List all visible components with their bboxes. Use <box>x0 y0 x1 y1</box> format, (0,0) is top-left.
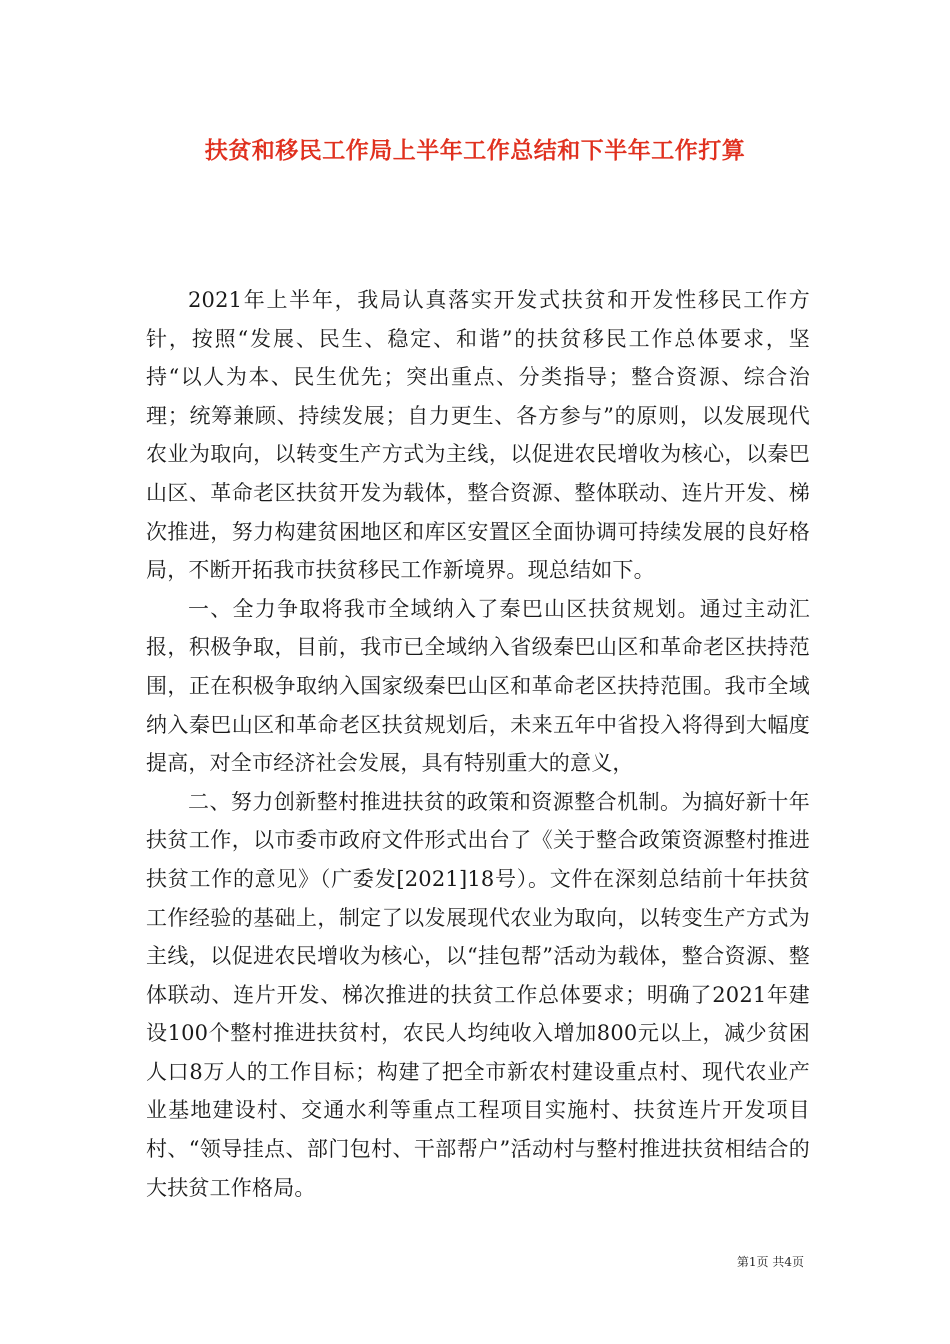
paragraph-section-1: 一、全力争取将我市全域纳入了秦巴山区扶贫规划。通过主动汇报，积极争取，目前，我市已全域纳入省级秦巴山区和革命老区扶持范围，正在积极争取纳入国家级秦巴山区和革命老区扶持范围。我市全域纳入秦巴山区和革命老区扶贫规划后，未来五年中省投入将得到大幅度提高，对全市经济社会发展，具有特别重大的意义， <box>146 596 810 776</box>
page-number: 第1页 共4页 <box>736 1255 804 1269</box>
paragraph-section-2: 二、努力创新整村推进扶贫的政策和资源整合机制。为搞好新十年扶贫工作，以市委市政府文件形式出台了《关于整合政策资源整村推进扶贫工作的意见》（广委发[2021]18号）。文件在深刻总结前十年扶贫工作经验的基础上，制定了以发展现代农业为取向，以转变生产方式为主线，以促进农民增收为核心，以“挂包帮”活动为载体，整合资源、整体联动、连片开发、梯次推进的扶贫工作总体要求；明确了2021年建设100个整村推进扶贫村，农民人均纯收入增加800元以上，减少贫困人口8万人的工作目标；构建了把全市新农村建设重点村、现代农业产业基地建设村、交通水利等重点工程项目实施村、扶贫连片开发项目村、“领导挂点、部门包村、干部帮户”活动村与整村推进扶贫相结合的大扶贫工作格局。 <box>146 789 810 1200</box>
document-title: 扶贫和移民工作局上半年工作总结和下半年工作打算 <box>204 138 746 164</box>
paragraph-intro: 2021年上半年，我局认真落实开发式扶贫和开发性移民工作方针，按照“发展、民生、稳定、和谐”的扶贫移民工作总体要求，坚持“以人为本、民生优先；突出重点、分类指导；整合资源、综合治理；统筹兼顾、持续发展；自力更生、各方参与”的原则，以发展现代农业为取向，以转变生产方式为主线，以促进农民增收为核心，以秦巴山区、革命老区扶贫开发为载体，整合资源、整体联动、连片开发、梯次推进，努力构建贫困地区和库区安置区全面协调可持续发展的良好格局，不断开拓我市扶贫移民工作新境界。现总结如下。 <box>146 288 810 583</box>
document-body <box>146 281 810 1207</box>
